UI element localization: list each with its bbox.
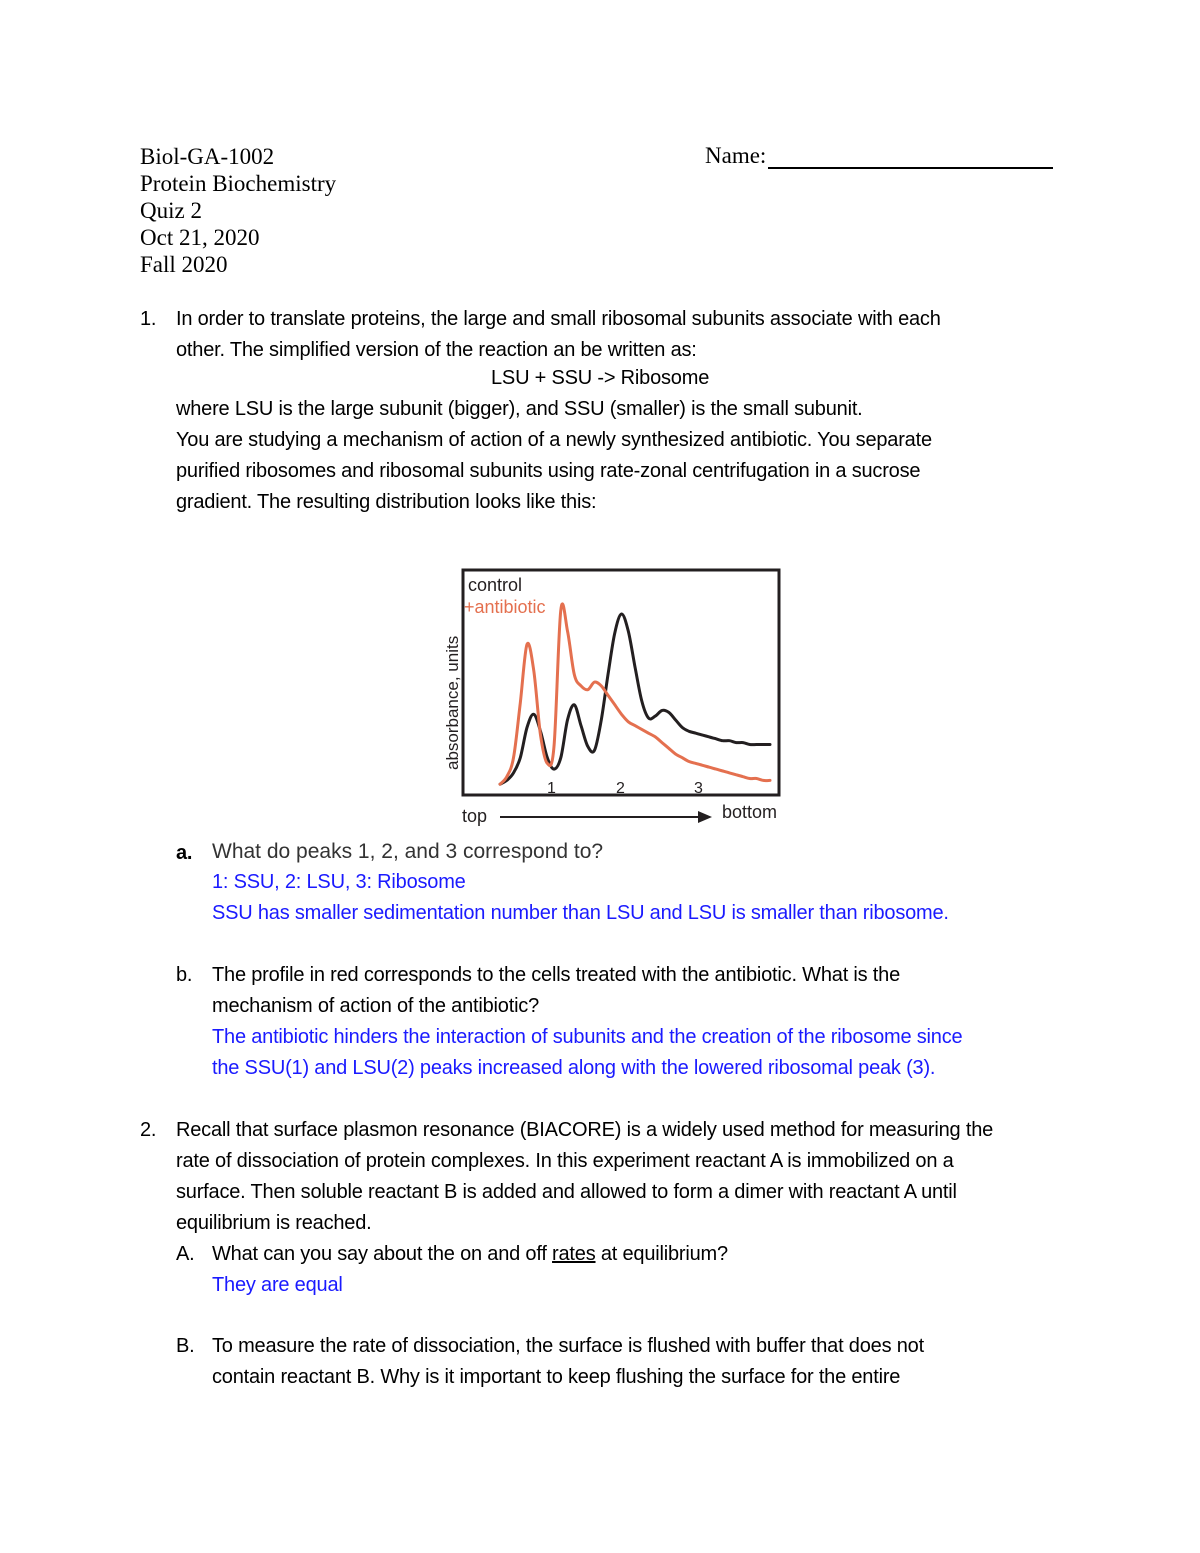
q2A-label: A. — [176, 1243, 195, 1265]
quiz-term: Fall 2020 — [140, 252, 228, 277]
q2A-question-pre: What can you say about the on and off — [212, 1243, 553, 1265]
x-axis-arrow-head — [698, 811, 712, 823]
chart-svg — [440, 560, 800, 830]
q2B-question2: contain reactant B. Why is it important to keep flushing the surface for the entire — [212, 1366, 901, 1388]
q1a-answer1: 1: SSU, 2: LSU, 3: Ribosome — [212, 871, 466, 893]
q2A-question-underlined: rates — [552, 1243, 596, 1265]
legend-control: control — [468, 575, 523, 595]
q1b-label: b. — [176, 964, 193, 986]
course-code: Biol-GA-1002 — [140, 144, 275, 169]
q1-text-line5: purified ribosomes and ribosomal subunits using rate-zonal centrifugation in a sucrose — [176, 460, 921, 482]
q2-text-line1: Recall that surface plasmon resonance (BIACORE) is a widely used method for measuring the — [176, 1119, 994, 1141]
q1-reaction: LSU + SSU -> Ribosome — [491, 367, 710, 389]
y-axis-label: absorbance, units — [443, 635, 462, 770]
name-label: Name: — [705, 143, 767, 168]
q1-text-line1: In order to translate proteins, the large and small ribosomal subunits associate with each — [176, 308, 941, 330]
sedimentation-chart — [440, 560, 800, 830]
quiz-date: Oct 21, 2020 — [140, 225, 260, 250]
q1a-answer2: SSU has smaller sedimentation number than LSU and LSU is smaller than ribosome. — [212, 902, 949, 924]
name-field[interactable] — [705, 143, 1053, 169]
q1-text-line2: other. The simplified version of the reaction an be written as: — [176, 339, 697, 361]
q2-text-line4: equilibrium is reached. — [176, 1212, 372, 1234]
q2-text-line2: rate of dissociation of protein complexes. In this experiment reactant A is immobilized on a — [176, 1150, 954, 1172]
q1-text-line4: You are studying a mechanism of action of a newly synthesized antibiotic. You separate — [176, 429, 932, 451]
q1-text-line3: where LSU is the large subunit (bigger), and SSU (smaller) is the small subunit. — [176, 398, 863, 420]
q2-text-line3: surface. Then soluble reactant B is added and allowed to form a dimer with reactant A until — [176, 1181, 957, 1203]
q2B-question1: To measure the rate of dissociation, the surface is flushed with buffer that does not — [212, 1335, 924, 1357]
q1a-label: a. — [176, 842, 193, 864]
peak-label-3: 3 — [694, 780, 703, 797]
course-subject: Protein Biochemistry — [140, 171, 337, 196]
peak-label-1: 1 — [547, 780, 556, 797]
q2-number: 2. — [140, 1119, 157, 1141]
x-axis-label-top: top — [462, 806, 488, 826]
legend-antibiotic: +antibiotic — [464, 597, 546, 617]
q2B-label: B. — [176, 1335, 195, 1357]
peak-label-2: 2 — [616, 780, 625, 797]
quiz-title: Quiz 2 — [140, 198, 202, 223]
q2A-question-post: at equilibrium? — [595, 1243, 728, 1265]
q1a-question: What do peaks 1, 2, and 3 correspond to? — [212, 840, 604, 863]
series-antibiotic-line — [500, 604, 770, 784]
q2A-answer: They are equal — [212, 1274, 343, 1296]
q1-text-line6: gradient. The resulting distribution looks like this: — [176, 491, 597, 513]
x-axis-label-bottom: bottom — [722, 802, 778, 822]
q2A-question — [212, 1243, 728, 1266]
q1b-answer2: the SSU(1) and LSU(2) peaks increased along with the lowered ribosomal peak (3). — [212, 1057, 936, 1079]
name-blank-line[interactable] — [768, 143, 1053, 169]
q1b-question1: The profile in red corresponds to the cells treated with the antibiotic. What is the — [212, 964, 901, 986]
q1b-answer1: The antibiotic hinders the interaction of subunits and the creation of the ribosome since — [212, 1026, 963, 1048]
q1b-question2: mechanism of action of the antibiotic? — [212, 995, 540, 1017]
series-control-line — [500, 614, 770, 784]
q1-number: 1. — [140, 308, 157, 330]
